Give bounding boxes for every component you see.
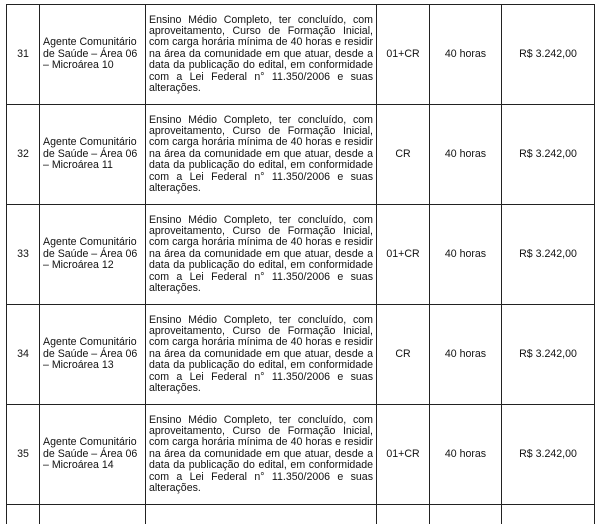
empty-cell xyxy=(7,505,40,524)
workload: 40 horas xyxy=(430,305,502,405)
table-row xyxy=(7,305,595,405)
requirements: Ensino Médio Completo, ter concluído, com aproveitamento, Curso de Formação Inicial, com carga horária mínima de 40 horas e residir na área da comunidade em que atuar, desde a data da publicação do edital, em conformidade com a Lei Federal n° 11.350/2006 e suas alterações. xyxy=(146,405,377,505)
vacancies: CR xyxy=(377,105,430,205)
empty-cell xyxy=(502,505,595,524)
position-title: Agente Comunitário de Saúde – Área 06 – Microárea 13 xyxy=(40,305,146,405)
vacancies: 01+CR xyxy=(377,205,430,305)
vacancies: 01+CR xyxy=(377,405,430,505)
workload: 40 horas xyxy=(430,405,502,505)
position-title: Agente Comunitário de Saúde – Área 06 – Microárea 12 xyxy=(40,205,146,305)
salary: R$ 3.242,00 xyxy=(502,5,595,105)
position-title: Agente Comunitário de Saúde – Área 06 – Microárea 14 xyxy=(40,405,146,505)
salary: R$ 3.242,00 xyxy=(502,205,595,305)
workload: 40 horas xyxy=(430,105,502,205)
row-number: 35 xyxy=(7,405,40,505)
salary: R$ 3.242,00 xyxy=(502,305,595,405)
vacancies: 01+CR xyxy=(377,5,430,105)
row-number: 32 xyxy=(7,105,40,205)
table-row-cut-off xyxy=(7,505,595,524)
row-number: 31 xyxy=(7,5,40,105)
requirements: Ensino Médio Completo, ter concluído, com aproveitamento, Curso de Formação Inicial, com carga horária mínima de 40 horas e residir na área da comunidade em que atuar, desde a data da publicação do edital, em conformidade com a Lei Federal n° 11.350/2006 e suas alterações. xyxy=(146,305,377,405)
table-row xyxy=(7,5,595,105)
row-number: 34 xyxy=(7,305,40,405)
positions-table xyxy=(6,4,595,524)
salary: R$ 3.242,00 xyxy=(502,405,595,505)
empty-cell xyxy=(146,505,377,524)
empty-cell xyxy=(40,505,146,524)
position-title: Agente Comunitário de Saúde – Área 06 – Microárea 11 xyxy=(40,105,146,205)
requirements: Ensino Médio Completo, ter concluído, com aproveitamento, Curso de Formação Inicial, com carga horária mínima de 40 horas e residir na área da comunidade em que atuar, desde a data da publicação do edital, em conformidade com a Lei Federal n° 11.350/2006 e suas alterações. xyxy=(146,5,377,105)
salary: R$ 3.242,00 xyxy=(502,105,595,205)
table-row xyxy=(7,105,595,205)
table-row xyxy=(7,205,595,305)
requirements: Ensino Médio Completo, ter concluído, com aproveitamento, Curso de Formação Inicial, com carga horária mínima de 40 horas e residir na área da comunidade em que atuar, desde a data da publicação do edital, em conformidade com a Lei Federal n° 11.350/2006 e suas alterações. xyxy=(146,205,377,305)
empty-cell xyxy=(377,505,430,524)
workload: 40 horas xyxy=(430,205,502,305)
empty-cell xyxy=(430,505,502,524)
workload: 40 horas xyxy=(430,5,502,105)
table-row xyxy=(7,405,595,505)
position-title: Agente Comunitário de Saúde – Área 06 – Microárea 10 xyxy=(40,5,146,105)
vacancies: CR xyxy=(377,305,430,405)
requirements: Ensino Médio Completo, ter concluído, com aproveitamento, Curso de Formação Inicial, com carga horária mínima de 40 horas e residir na área da comunidade em que atuar, desde a data da publicação do edital, em conformidade com a Lei Federal n° 11.350/2006 e suas alterações. xyxy=(146,105,377,205)
row-number: 33 xyxy=(7,205,40,305)
